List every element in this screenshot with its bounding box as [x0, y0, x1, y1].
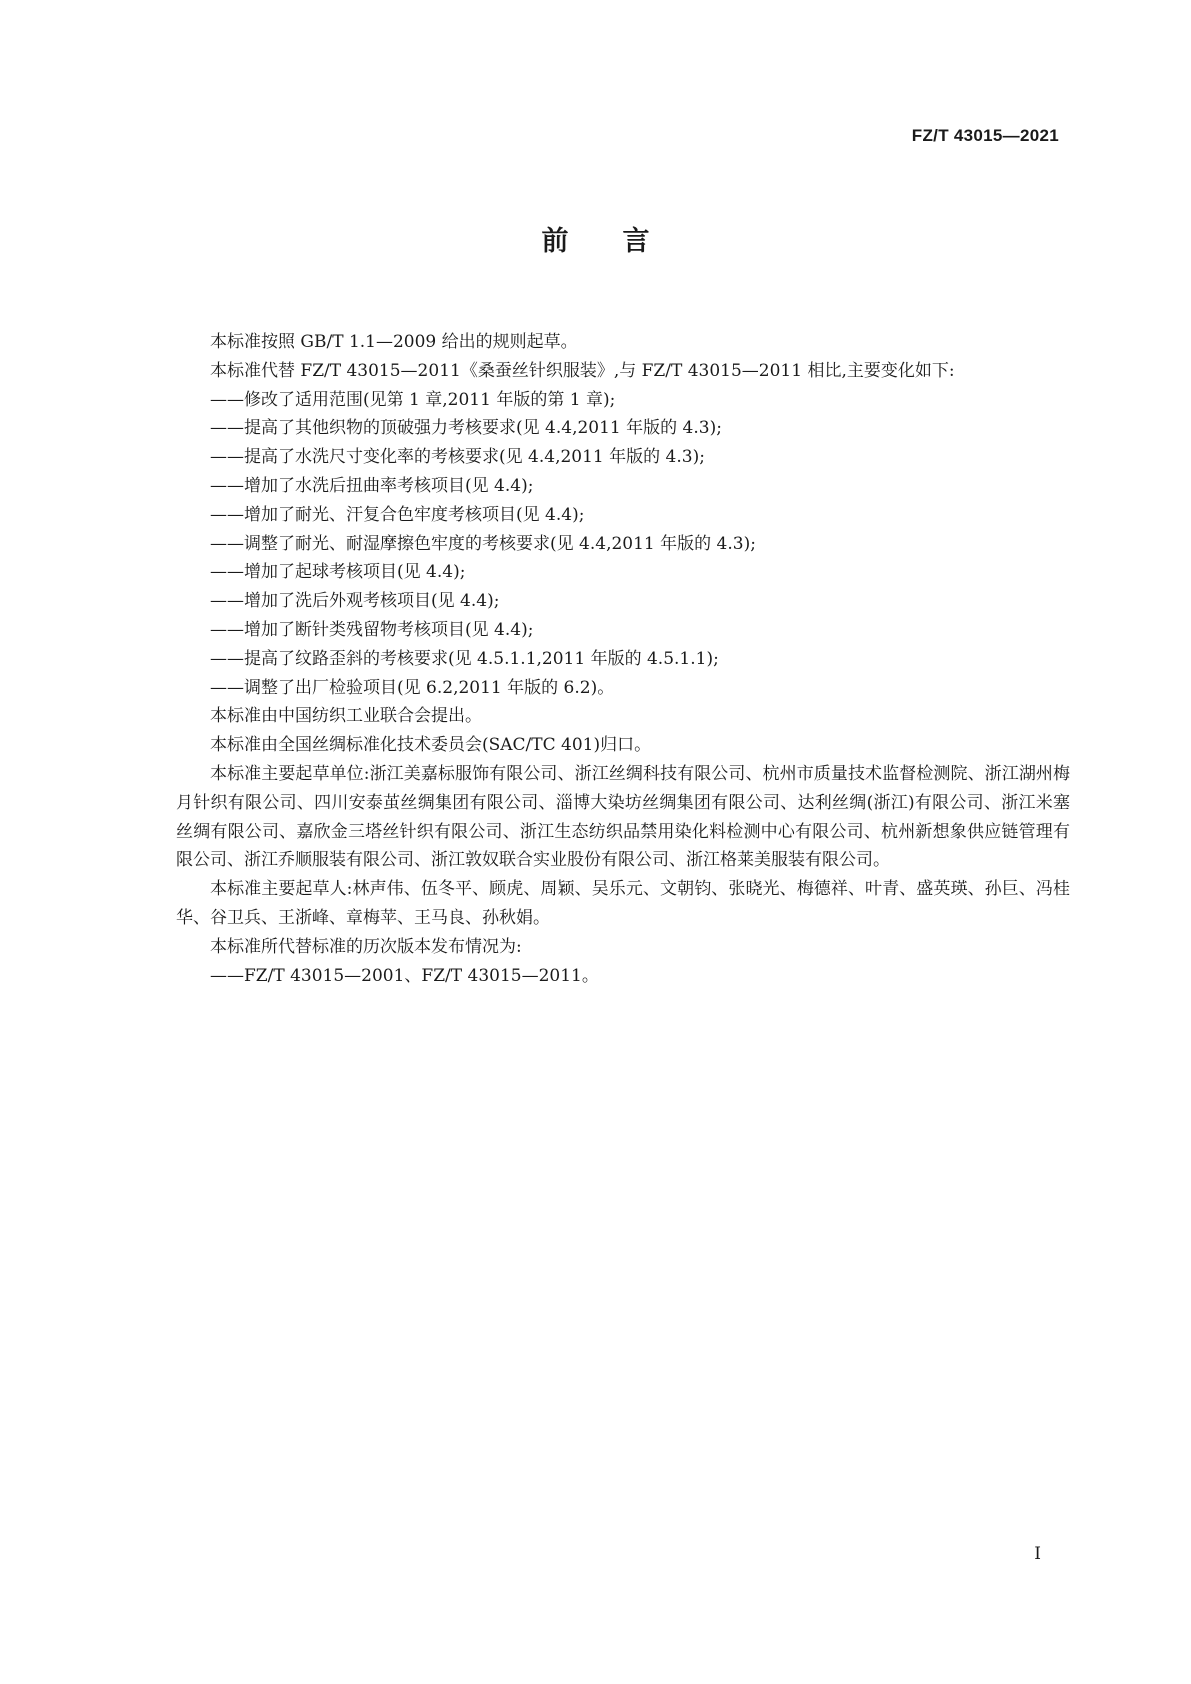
change-item: ——增加了断针类残留物考核项目(见 4.4); [210, 619, 534, 640]
change-item: ——提高了水洗尺寸变化率的考核要求(见 4.4,2011 年版的 4.3); [210, 447, 705, 468]
title-char-1: 前 [541, 226, 569, 257]
page-number: I [1034, 1544, 1041, 1564]
paragraph-drafters: 本标准主要起草人:林声伟、伍冬平、顾虎、周颖、吴乐元、文朝钧、张晓光、梅德祥、叶青、盛英瑛、孙巨、冯桂华、谷卫兵、王浙峰、章梅苹、王马良、孙秋娟。 [176, 879, 1070, 928]
change-item: ——调整了耐光、耐湿摩擦色牢度的考核要求(见 4.4,2011 年版的 4.3); [210, 533, 756, 554]
history-item: ——FZ/T 43015—2001、FZ/T 43015—2011。 [210, 965, 599, 986]
change-item: ——增加了起球考核项目(见 4.4); [210, 562, 466, 583]
paragraph-drafting-rules: 本标准按照 GB/T 1.1—2009 给出的规则起草。 [210, 332, 578, 352]
change-item: ——提高了纹路歪斜的考核要求(见 4.5.1.1,2011 年版的 4.5.1.1); [210, 648, 719, 669]
paragraph-replaces: 本标准代替 FZ/T 43015—2011《桑蚕丝针织服装》,与 FZ/T 43015—2011 相比,主要变化如下: [210, 360, 955, 381]
change-item: ——增加了水洗后扭曲率考核项目(见 4.4); [210, 475, 534, 496]
change-item: ——提高了其他织物的顶破强力考核要求(见 4.4,2011 年版的 4.3); [210, 418, 722, 439]
title-char-2: 言 [622, 226, 650, 257]
change-item: ——增加了耐光、汗复合色牢度考核项目(见 4.4); [210, 504, 585, 525]
change-item: ——调整了出厂检验项目(见 6.2,2011 年版的 6.2)。 [210, 677, 615, 698]
change-item: ——增加了洗后外观考核项目(见 4.4); [210, 591, 500, 612]
standard-code: FZ/T 43015—2021 [911, 126, 1059, 145]
page-title [0, 228, 1191, 255]
change-item: ——修改了适用范围(见第 1 章,2011 年版的第 1 章); [210, 389, 616, 410]
foreword-body [176, 328, 1070, 990]
paragraph-proposed-by: 本标准由中国纺织工业联合会提出。 [210, 706, 482, 727]
paragraph-drafting-units: 本标准主要起草单位:浙江美嘉标服饰有限公司、浙江丝绸科技有限公司、杭州市质量技术监督检测院、浙江湖州梅月针织有限公司、四川安泰茧丝绸集团有限公司、淄博大染坊丝绸集团有限公司、达利丝绸(浙江)有限公司、浙江米塞丝绸有限公司、嘉欣金三塔丝针织有限公司、浙江生态纺织品禁用染化料检测中心有限公司、杭州新想象供应链管理有限公司、浙江乔顺服装有限公司、浙江敦奴联合实业股份有限公司、浙江格莱美服装有限公司。 [176, 763, 1070, 871]
paragraph-history-intro: 本标准所代替标准的历次版本发布情况为: [210, 936, 522, 957]
paragraph-administered-by: 本标准由全国丝绸标准化技术委员会(SAC/TC 401)归口。 [210, 735, 652, 756]
